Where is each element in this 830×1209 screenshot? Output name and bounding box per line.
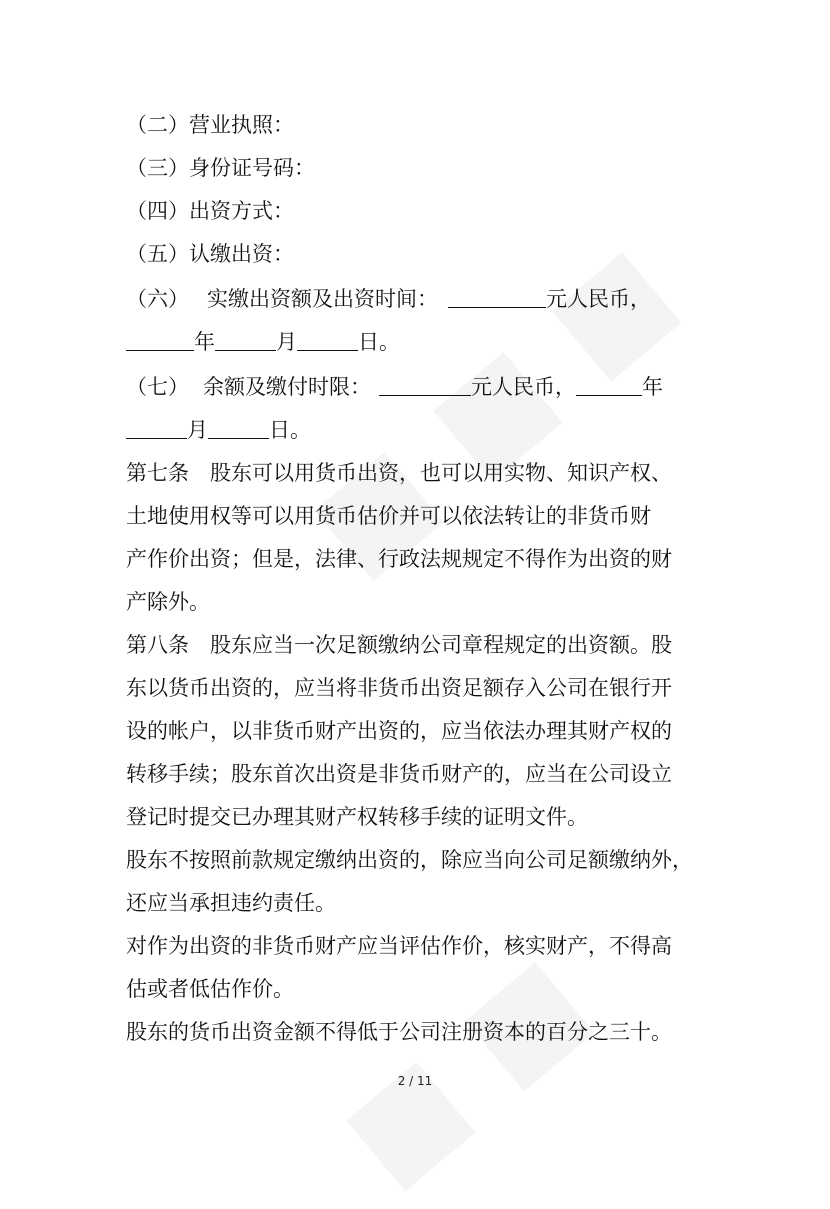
article-8-line: 第八条 股东应当一次足额缴纳公司章程规定的出资额。股 [126,633,672,657]
article-8-line: 东以货币出资的，应当将非货币出资足额存入公司在银行开 [126,676,672,700]
article-7-line: 产除外。 [126,590,210,614]
month-label: 月 [276,330,297,354]
paragraph-line: 还应当承担违约责任。 [126,891,336,915]
blank-year [126,328,194,351]
article-8-line: 登记时提交已办理其财产权转移手续的证明文件。 [126,805,588,829]
item-label: 余额及缴付时限： [203,375,371,399]
blank-day [208,416,269,439]
page-number: 2 / 11 [397,1074,433,1088]
item-paid-date [126,327,720,357]
blank-month [126,416,187,439]
article-7-line: 第七条 股东可以用货币出资，也可以用实物、知识产权、 [126,461,672,485]
paragraph-line: 估或者低估作价。 [126,977,294,1001]
article-8-line: 转移手续；股东首次出资是非货币财产的，应当在公司设立 [126,762,672,786]
blank-amount [448,285,546,308]
item-contribution-method: （四）出资方式： [126,199,294,223]
article-7-line: 土地使用权等可以用货币估价并可以依法转让的非货币财 [126,504,651,528]
item-number: （六） [126,287,189,311]
item-subscribed-capital: （五）认缴出资： [126,242,294,266]
article-8-line: 设的帐户，以非货币财产出资的，应当依法办理其财产权的 [126,719,672,743]
paragraph-line: 股东不按照前款规定缴纳出资的，除应当向公司足额缴纳外， [126,848,693,872]
item-paid-capital [126,284,720,314]
article-7-line: 产作价出资；但是，法律、行政法规规定不得作为出资的财 [126,547,672,571]
item-number: （七） [126,375,189,399]
item-balance [126,372,720,402]
blank-amount [379,373,471,396]
item-business-license: （二）营业执照： [126,113,294,137]
year-label: 年 [642,375,663,399]
watermark [285,220,699,599]
currency-text: 元人民币， [471,375,576,399]
month-label: 月 [187,418,208,442]
item-id-number: （三）身份证号码： [126,156,315,180]
item-balance-date [126,415,720,445]
currency-text: 元人民币， [546,287,651,311]
day-label: 日。 [269,418,311,442]
paragraph-line: 股东的货币出资金额不得低于公司注册资本的百分之三十。 [126,1020,672,1044]
year-label: 年 [194,330,215,354]
paragraph-line: 对作为出资的非货币财产应当评估作价，核实财产，不得高 [126,934,672,958]
blank-year [576,373,642,396]
day-label: 日。 [358,330,400,354]
blank-month [215,328,276,351]
item-label: 实缴出资额及出资时间： [207,287,438,311]
blank-day [297,328,358,351]
watermark [317,930,612,1209]
